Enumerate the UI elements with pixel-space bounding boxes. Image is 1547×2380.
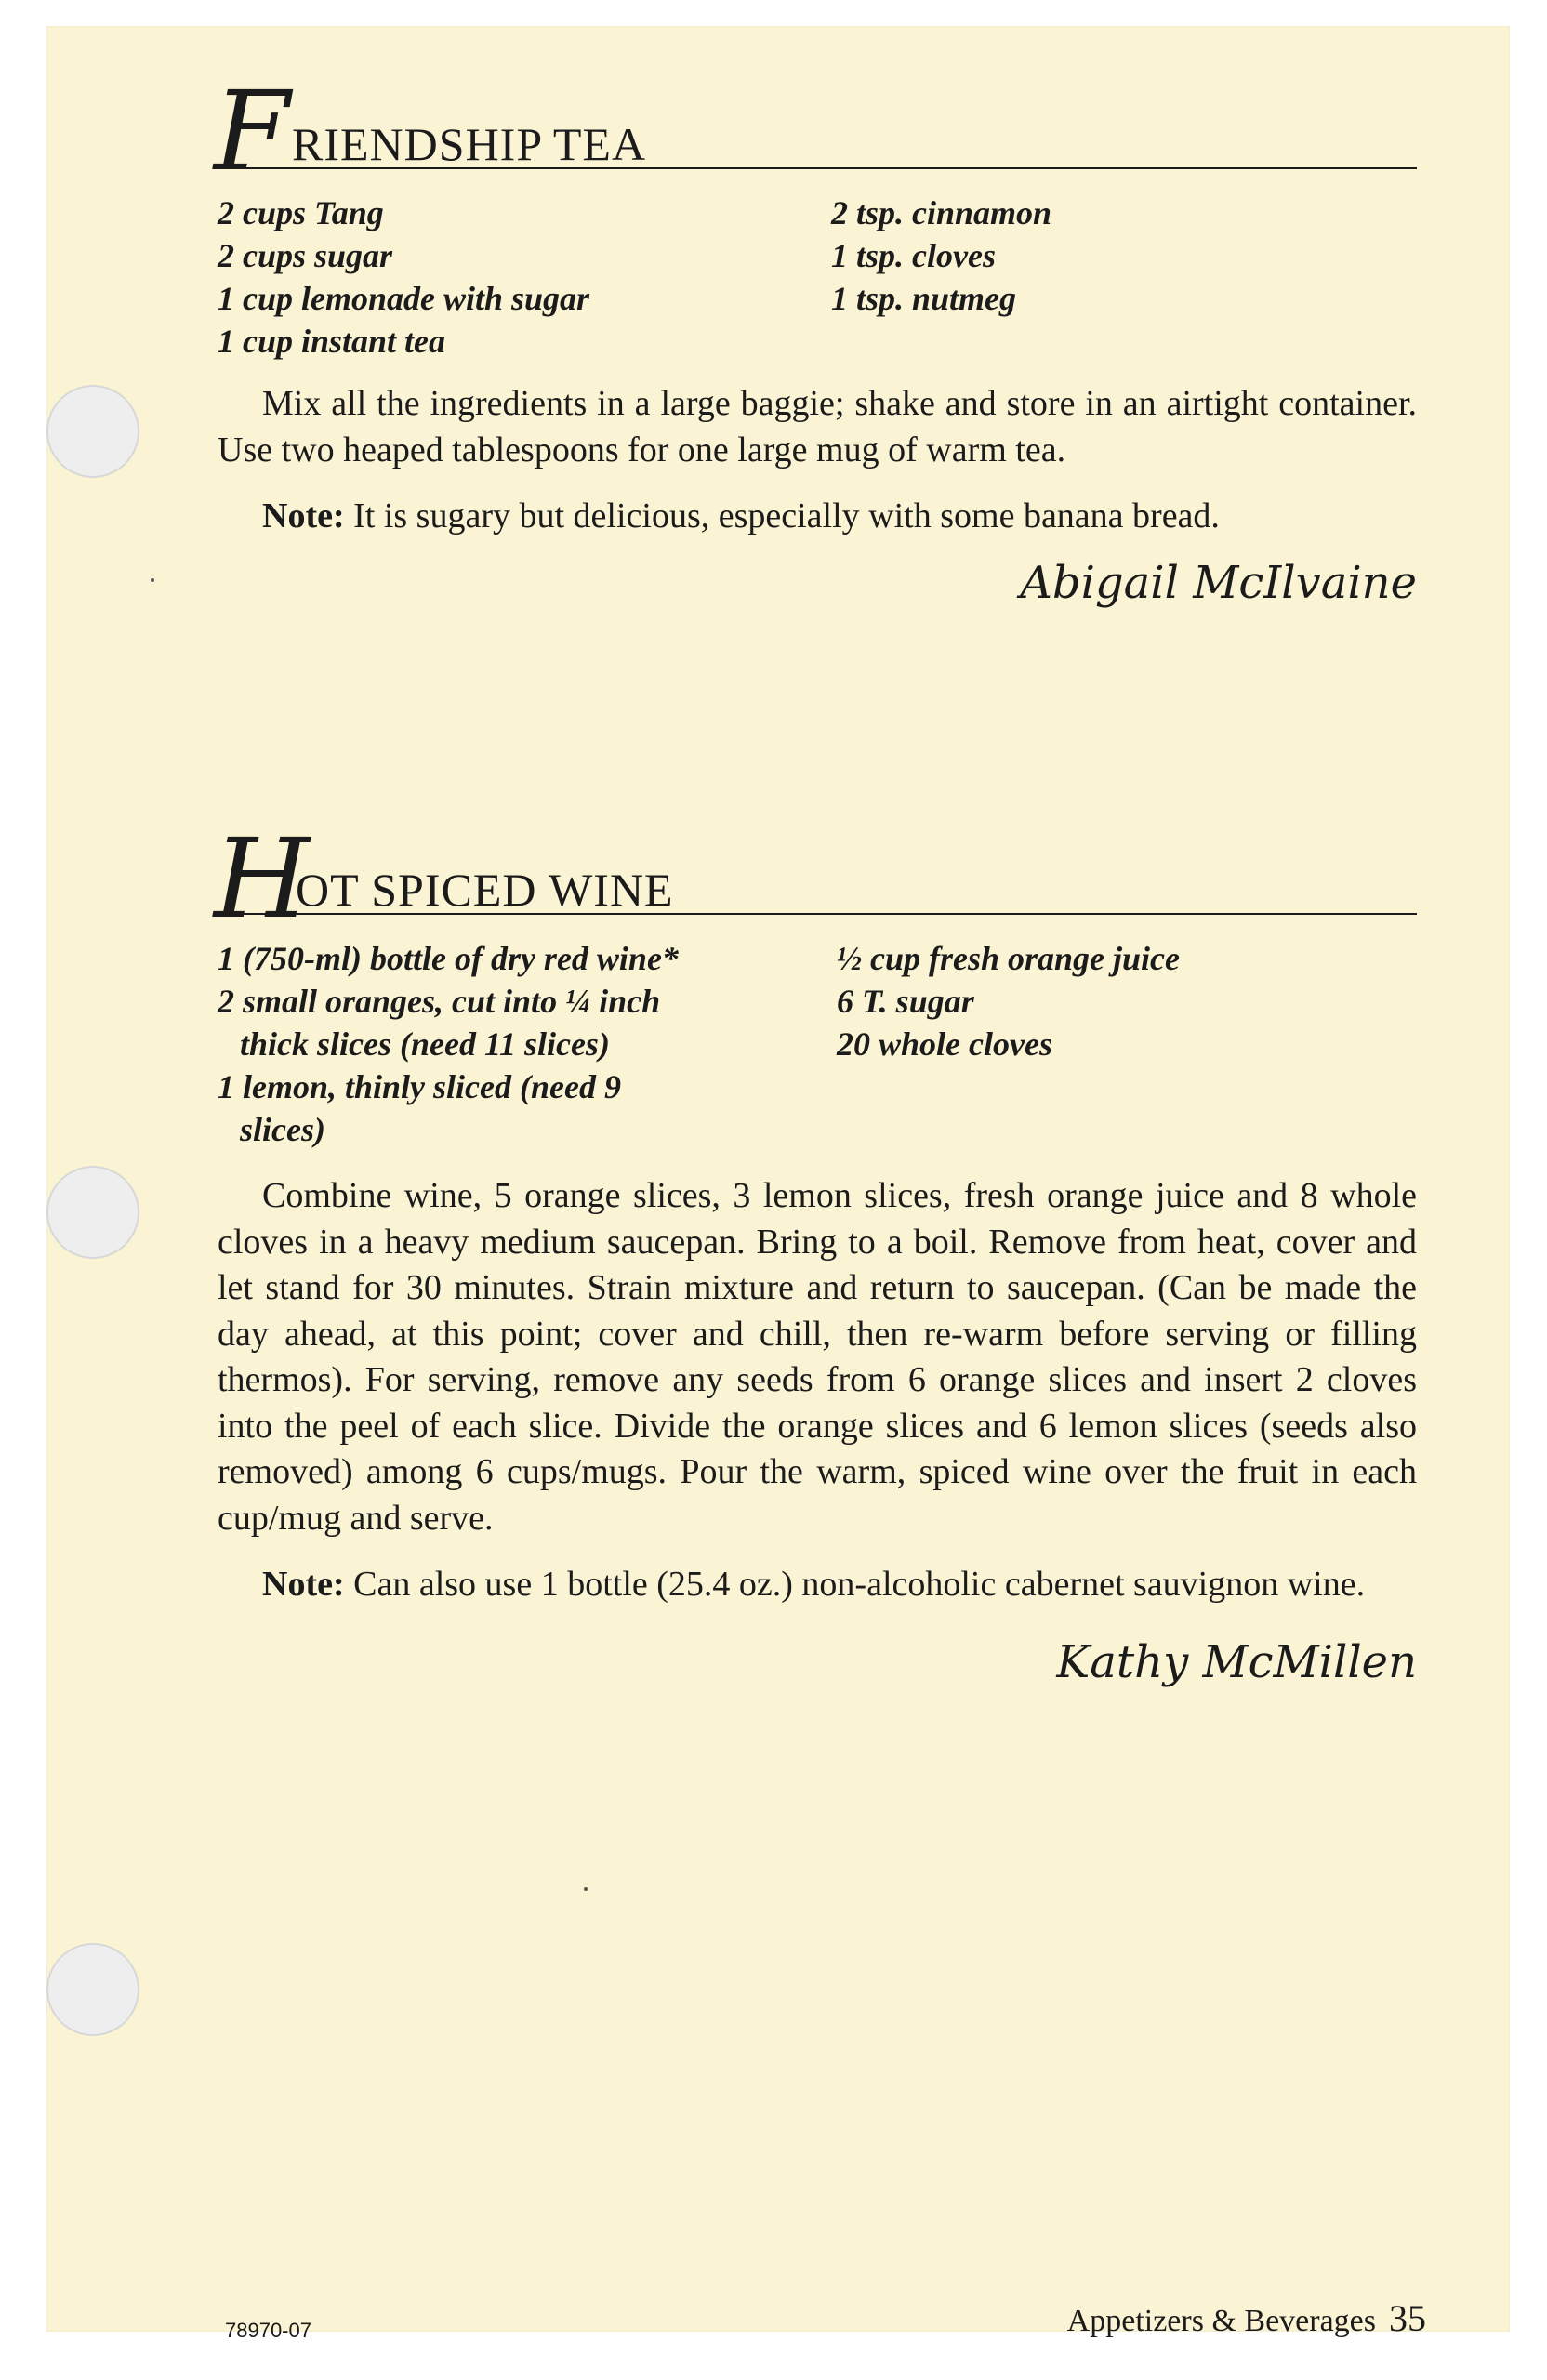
page-footer xyxy=(1067,2296,1426,2340)
ingredient: 20 whole cloves xyxy=(837,1025,1052,1063)
ingredients-left xyxy=(218,192,589,363)
note-text: Can also use 1 bottle (25.4 oz.) non-alcoholic cabernet sauvignon wine. xyxy=(344,1565,1366,1604)
ingredient: 2 tsp. cinnamon xyxy=(831,194,1052,231)
title-rule xyxy=(218,167,1417,169)
ingredient: 6 T. sugar xyxy=(837,983,974,1020)
ingredient: ½ cup fresh orange juice xyxy=(837,940,1180,977)
note-text: It is sugary but delicious, especially with some banana bread. xyxy=(344,496,1220,536)
page-number: 35 xyxy=(1389,2297,1426,2339)
note-label: Note: xyxy=(262,496,345,536)
directions xyxy=(218,381,1417,473)
recipe-friendship-tea xyxy=(214,67,1417,609)
directions xyxy=(218,1173,1417,1541)
ingredient: 2 cups sugar xyxy=(218,237,393,274)
ingredient: 2 cups Tang xyxy=(218,194,384,231)
ingredient: slices) xyxy=(240,1111,325,1148)
ingredient: 2 small oranges, cut into ¼ inch xyxy=(218,983,661,1020)
note xyxy=(218,1562,1417,1608)
ingredient: 1 lemon, thinly sliced (need 9 xyxy=(218,1068,621,1105)
binder-hole-bottom xyxy=(46,1943,139,2036)
directions-text: Mix all the ingredients in a large baggie; shake and store in an airtight container. Use two heaped tablespoons for one large mug of warm tea. xyxy=(218,384,1417,469)
recipe-hot-spiced-wine xyxy=(214,814,1417,1688)
binder-hole-middle xyxy=(46,1166,139,1259)
drop-cap: F xyxy=(214,67,290,195)
recipe-title xyxy=(214,814,1417,943)
drop-cap: H xyxy=(214,814,310,943)
ingredients-left xyxy=(218,937,679,1151)
note-label: Note: xyxy=(262,1565,345,1604)
directions-text: Combine wine, 5 orange slices, 3 lemon slices, fresh orange juice and 8 whole cloves in a heavy medium saucepan. Bring to a boil. Remove from heat, cover and let stand for 30 minutes. Strain mixture and return to saucepan. (Can be made the day ahead, at this point; cover and chill, then re-warm before serving or filling thermos). For serving, remove any seeds from 6 orange slices and insert 2 cloves into the peel of each slice. Divide the orange slices and 6 lemon slices (seeds also removed) among 6 cups/mugs. Pour the warm, spiced wine over the fruit in each cup/mug and serve. xyxy=(218,1176,1417,1538)
ingredient: 1 tsp. nutmeg xyxy=(831,280,1017,317)
ingredients xyxy=(218,180,1417,360)
ingredient: 1 cup instant tea xyxy=(218,323,446,360)
ingredients xyxy=(218,926,1417,1148)
signature: Abigail McIlvaine xyxy=(1020,556,1417,609)
ingredient: 1 tsp. cloves xyxy=(831,237,996,274)
paper-speck xyxy=(151,578,154,582)
ingredient: 1 (750-ml) bottle of dry red wine* xyxy=(218,940,679,977)
title-text: RIENDSHIP TEA xyxy=(292,118,647,170)
binder-hole-top xyxy=(46,385,139,478)
ingredients-right xyxy=(837,937,1180,1065)
note xyxy=(218,494,1417,540)
page-code: 78970-07 xyxy=(225,2319,311,2342)
paper-speck xyxy=(584,1887,588,1891)
ingredient: 1 cup lemonade with sugar xyxy=(218,280,590,317)
ingredient: thick slices (need 11 slices) xyxy=(240,1025,610,1063)
ingredients-right xyxy=(831,192,1051,320)
signature: Kathy McMillen xyxy=(1056,1635,1417,1688)
title-text: OT SPICED WINE xyxy=(296,864,674,916)
section-name: Appetizers & Beverages xyxy=(1066,2304,1376,2338)
recipe-title xyxy=(214,67,1417,195)
title-rule xyxy=(218,913,1417,915)
